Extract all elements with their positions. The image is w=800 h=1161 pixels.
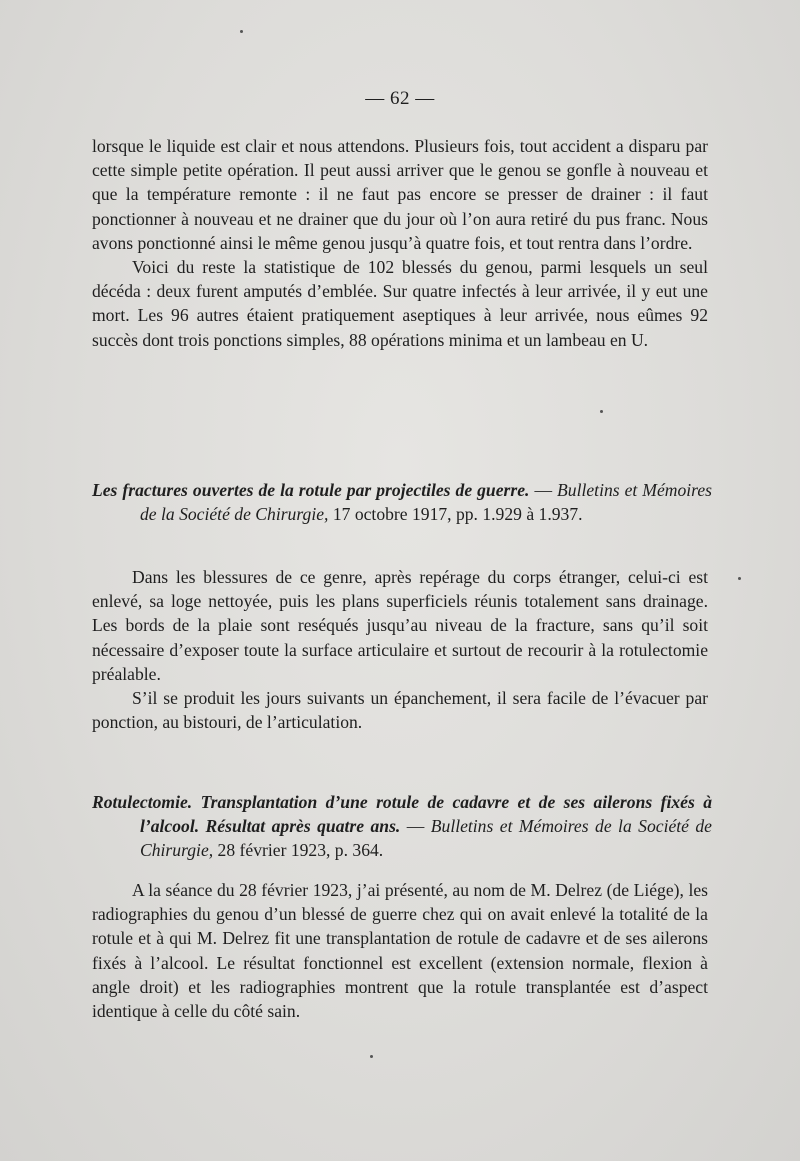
paragraph: Voici du reste la statistique de 102 blessés du genou, parmi lesquels un seul décéda : deux furent amputés d’emblée. Sur quatre infectés à leur arrivée, il y eut une mort. Les 96 autres étaient pratiquement aseptiques à leur arrivée, nous eûmes 92 succès dont trois ponctions simples, 88 opérations minima et un lambeau en U. [92, 257, 708, 350]
section-2-heading [92, 478, 712, 526]
source-reference: 17 octobre 1917, pp. 1.929 à 1.937. [328, 504, 583, 525]
print-speck [370, 1055, 373, 1058]
section-1-body [92, 134, 708, 352]
print-speck [600, 410, 603, 413]
section-3-body [92, 878, 708, 1023]
title-dash: — [400, 816, 431, 837]
print-speck [240, 30, 243, 33]
source-journal: Bulletins et Mémoires de la Société de Chirurgie, [140, 816, 712, 861]
section-title: Rotulectomie. Transplantation d’une rotule de cadavre et de ses ailerons fixés à l’alcool. Résultat après quatre ans. [92, 792, 712, 837]
print-speck [738, 577, 741, 580]
section-2-body [92, 565, 708, 734]
paragraph: Dans les blessures de ce genre, après repérage du corps étranger, celui-ci est enlevé, sa loge nettoyée, puis les plans superficiels réunis totalement sans drainage. Les bords de la plaie sont reséqués jusqu’au niveau de la fracture, sans qu’il soit nécessaire d’exposer toute la surface articulaire et surtout de recourir à la rotulectomie préalable. [92, 567, 708, 684]
paragraph: A la séance du 28 février 1923, j’ai présenté, au nom de M. Delrez (de Liége), les radiographies du genou d’un blessé de guerre chez qui on avait enlevé la totalité de la rotule et à qui M. Delrez fit une transplantation de rotule de cadavre et de ses ailerons fixés à l’alcool. Le résultat fonctionnel est excellent (extension normale, flexion à angle droit) et les radiographies montrent que la rotule transplantée est d’aspect identique à celle du côté sain. [92, 880, 708, 1022]
paragraph: S’il se produit les jours suivants un épanchement, il sera facile de l’évacuer par ponction, au bistouri, de l’articulation. [92, 688, 708, 733]
page-number: — 62 — [365, 88, 435, 109]
title-dash: — [529, 480, 558, 500]
paragraph: lorsque le liquide est clair et nous attendons. Plusieurs fois, tout accident a disparu par cette simple petite opération. Il peut aussi arriver que le genou se gonfle à nouveau et que la température remonte : il ne faut pas encore se presser de drainer : il faut ponctionner à nouveau et ne drainer que du jour où l’on aura retiré du pus franc. Nous avons ponctionné ainsi le même genou jusqu’à quatre fois, et tout rentra dans l’ordre. [92, 136, 708, 253]
source-journal: Bulletins et Mémoires de la Société de Chirurgie, [140, 480, 713, 525]
section-title: Les fractures ouvertes de la rotule par projectiles de guerre. [92, 480, 530, 500]
source-reference: 28 février 1923, p. 364. [213, 840, 384, 861]
section-3-heading [92, 790, 712, 863]
